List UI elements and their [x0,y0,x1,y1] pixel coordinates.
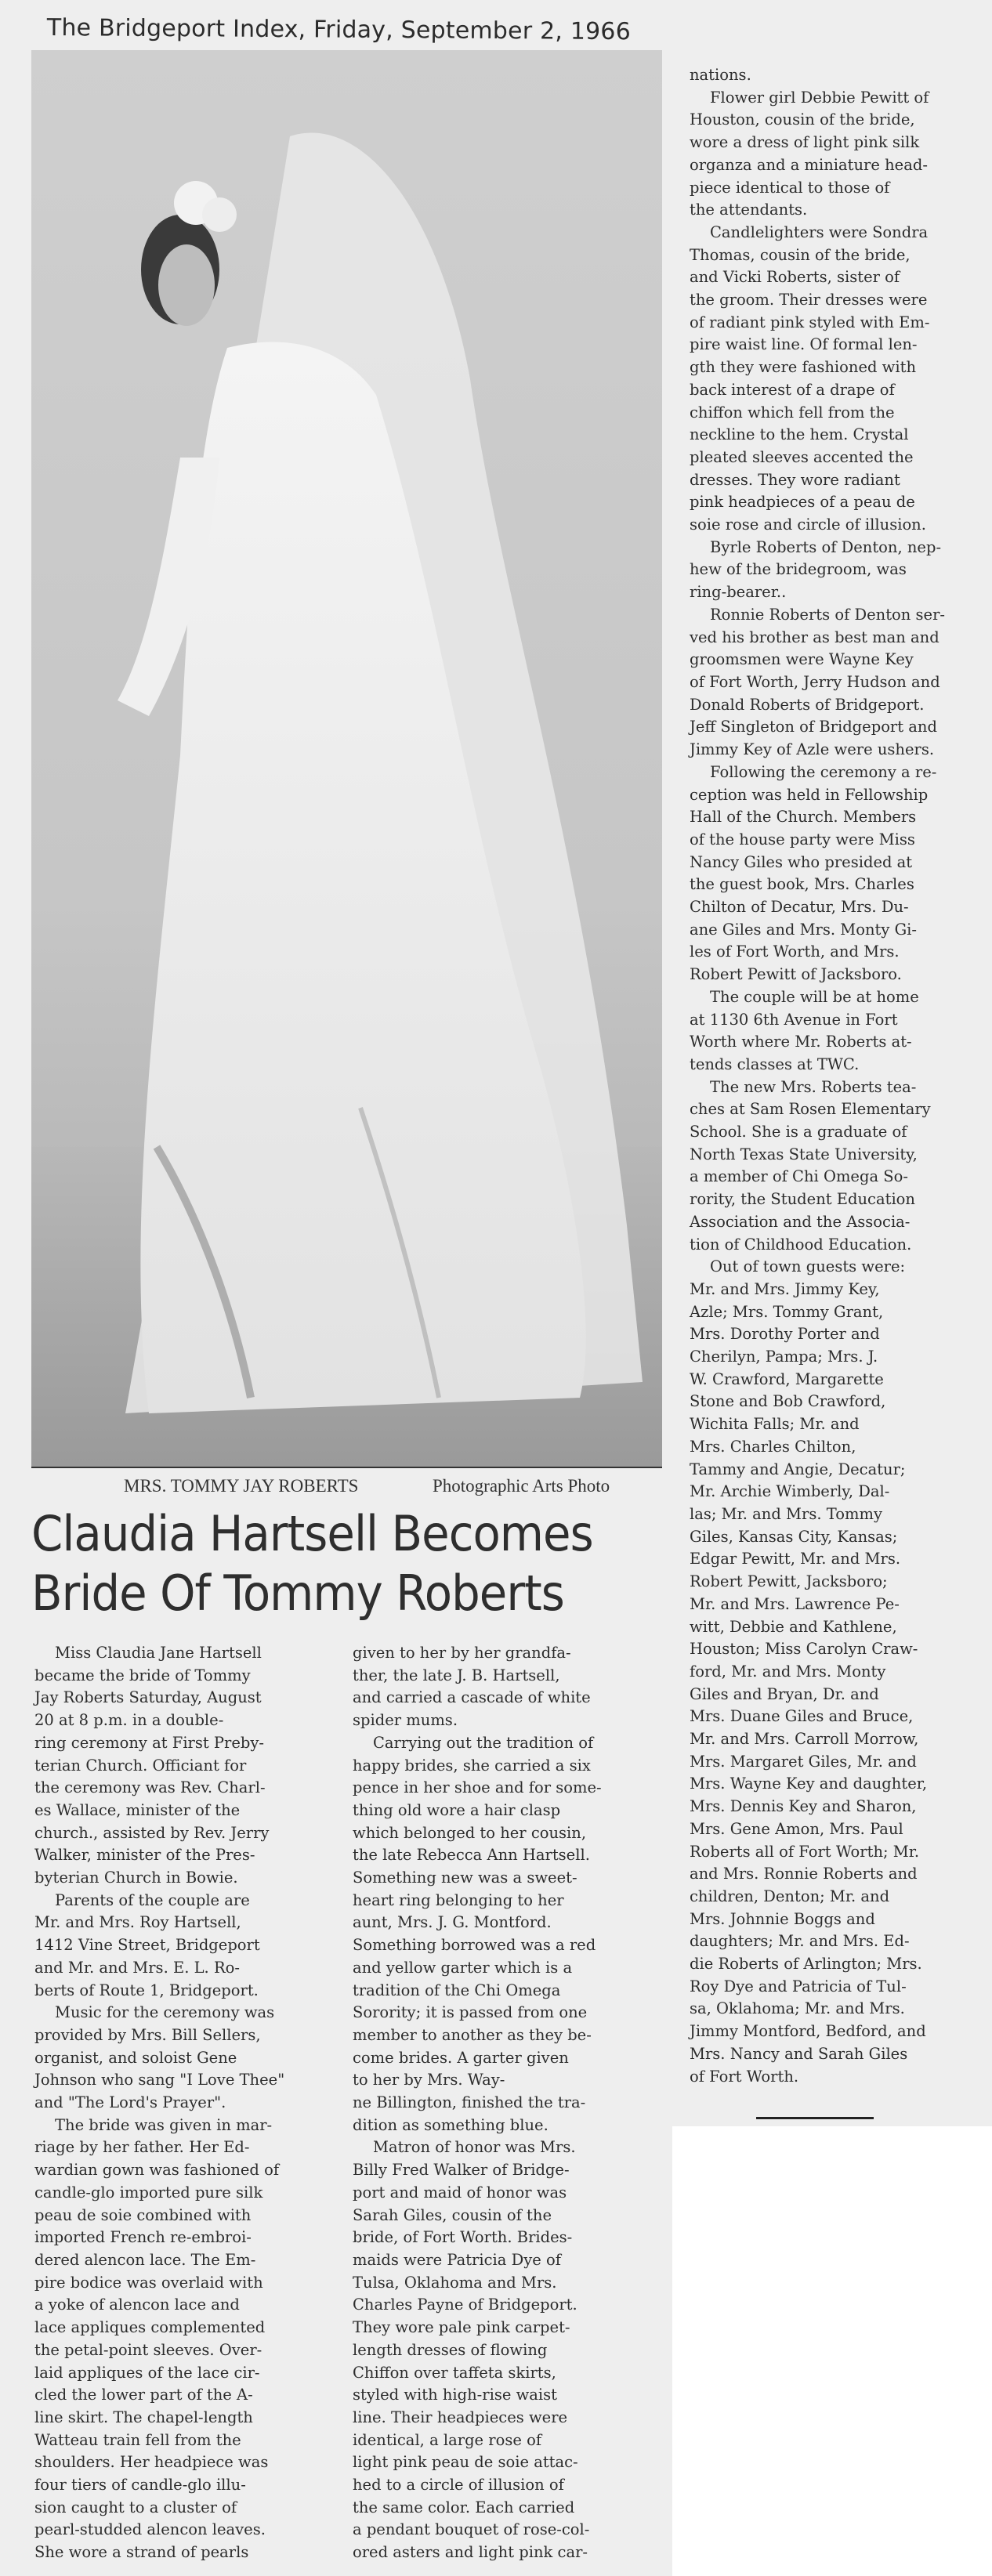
clipping-blank-area [672,2126,992,2576]
bride-photo-illustration [31,50,662,1467]
paragraph: The bride was given in mar- riage by her father. Her Ed- wardian gown was fashioned of candle-glo imported pure silk peau de soie combined with imported French re-embroi- dered alencon lace. The Em- pire bodice was overlaid with a yoke of alencon lace and lace appliques complemented the petal-point sleeves. Over- laid appliques of the lace cir- cled the lower part of the A- line skirt. The chapel-length Watteau train fell from the shoulders. Her headpiece was four tiers of candle-glo illu- sion caught to a cluster of pearl-studded alencon leaves. She wore a strand of pearls [34,2115,280,2562]
headline-line-1: Claudia Hartsell Becomes [31,1505,593,1562]
paragraph: Matron of honor was Mrs. Billy Fred Walker of Bridge- port and maid of honor was Sarah Giles, cousin of the bride, of Fort Worth. Brides- maids were Patricia Dye of Tulsa, Oklahoma and Mrs. Charles Payne of Bridgeport. They wore pale pink carpet- length dresses of flowing Chiffon over taffeta skirts, styled with high-rise waist line. Their headpieces were identical, a large rose of light pink peau de soie attac- hed to a circle of illusion of the same color. Each carried a pendant bouquet of rose-col- ored asters and light pink car- [353,2138,590,2562]
paragraph: The new Mrs. Roberts tea- ches at Sam Rosen Elementary School. She is a graduate of North Texas State University, a member of Chi Omega So- rority, the Student Education Association and the Associa- tion of Childhood Education. [690,1077,931,1254]
paragraph: Byrle Roberts of Denton, nep- hew of the bridegroom, was ring-bearer.. [690,537,942,602]
photo-credit: Photographic Arts Photo [433,1476,610,1496]
paragraph: given to her by her grandfa- ther, the late J. B. Hartsell, and carried a cascade of white spider mums. [353,1644,591,1730]
masthead: The Bridgeport Index, Friday, September 2, 1966 [46,14,632,46]
paragraph: Carrying out the tradition of happy brides, she carried a six pence in her shoe and for some- thing old wore a hair clasp which belonged to her cousin, the late Rebecca Ann Hartsell. Something new was a sweet- heart ring belonging to her aunt, Mrs. J. G. Montford. Something borrowed was a red and yellow garter which is a tradition of the Chi Omega Sorority; it is passed from one member to another as they be- come brides. A garter given to her by Mrs. Way- ne Billington, finished the tra- dition as something blue. [353,1733,602,2134]
paragraph: Music for the ceremony was provided by Mrs. Bill Sellers, organist, and soloist Gene Johnson who sang "I Love Thee" and "The Lord's Prayer". [34,2003,285,2112]
article-column-left [34,1642,339,2564]
paragraph: Following the ceremony a re- ception was held in Fellowship Hall of the Church. Members of the house party were Miss Nancy Giles who presided at the guest book, Mrs. Charles Chilton of Decatur, Mrs. Du- ane Giles and Mrs. Monty Gi- les of Fort Worth, and Mrs. Robert Pewitt of Jacksboro. [690,762,937,984]
paragraph: Miss Claudia Jane Hartsell became the bride of Tommy Jay Roberts Saturday, August 20 at 8 p.m. in a double- ring ceremony at First Preby- terian Church. Officiant for the ceremony was Rev. Charl- es Wallace, minister of the church., assisted by Rev. Jerry Walker, minister of the Pres- byterian Church in Bowie. [34,1644,270,1887]
paragraph: Ronnie Roberts of Denton ser- ved his brother as best man and groomsmen were Wayne Key of Fort Worth, Jerry Hudson and Donald Roberts of Bridgeport. Jeff Singleton of Bridgeport and Jimmy Key of Azle were ushers. [690,605,946,759]
paragraph: Candlelighters were Sondra Thomas, cousin of the bride, and Vicki Roberts, sister of the groom. Their dresses were of radiant pink styled with Em- pire waist line. Of formal len- gth they were fashioned with back interest of a drape of chiffon which fell from the neckline to the hem. Crystal pleated sleeves accented the dresses. They wore radiant pink headpieces of a peau de soie rose and circle of illusion. [690,223,930,534]
paragraph: Flower girl Debbie Pewitt of Houston, cousin of the bride, wore a dress of light pink silk organza and a miniature head- piece identical to those of the attendants. [690,88,929,219]
article-column-right [690,64,987,2088]
headline [31,1504,621,1623]
photo-caption: MRS. TOMMY JAY ROBERTS [124,1476,359,1496]
article-column-middle [353,1642,660,2564]
bride-photo [31,50,662,1468]
paragraph: Out of town guests were: Mr. and Mrs. Jimmy Key, Azle; Mrs. Tommy Grant, Mrs. Dorothy Porter and Cherilyn, Pampa; Mrs. J. W. Crawford, Margarette Stone and Bob Crawford, Wichita Falls; Mr. and Mrs. Charles Chilton, Tammy and Angie, Decatur; Mr. Archie Wimberly, Dal- las; Mr. and Mrs. Tommy Giles, Kansas City, Kansas; Edgar Pewitt, Mr. and Mrs. Robert Pewitt, Jacksboro; Mr. and Mrs. Lawrence Pe- witt, Debbie and Kathlene, Houston; Miss Carolyn Craw- ford, Mr. and Mrs. Monty Giles and Bryan, Dr. and Mrs. Duane Giles and Bruce, Mr. and Mrs. Carroll Morrow, Mrs. Margaret Giles, Mr. and Mrs. Wayne Key and daughter, Mrs. Dennis Key and Sharon, Mrs. Gene Amon, Mrs. Paul Roberts all of Fort Worth; Mr. and Mrs. Ronnie Roberts and children, Denton; Mr. and Mrs. Johnnie Boggs and daughters; Mr. and Mrs. Ed- die Roberts of Arlington; Mrs. Roy Dye and Patricia of Tul- sa, Oklahoma; Mr. and Mrs. Jimmy Montford, Bedford, and Mrs. Nancy and Sarah Giles of Fort Worth. [690,1257,928,2086]
paragraph: nations. [690,66,751,84]
article-end-rule [756,2117,874,2119]
headline-line-2: Bride Of Tommy Roberts [31,1565,564,1622]
paragraph: Parents of the couple are Mr. and Mrs. Roy Hartsell, 1412 Vine Street, Bridgeport and Mr. and Mrs. E. L. Ro- berts of Route 1, Bridgeport. [34,1890,260,1999]
paragraph: The couple will be at home at 1130 6th Avenue in Fort Worth where Mr. Roberts at- tends classes at TWC. [690,987,919,1073]
